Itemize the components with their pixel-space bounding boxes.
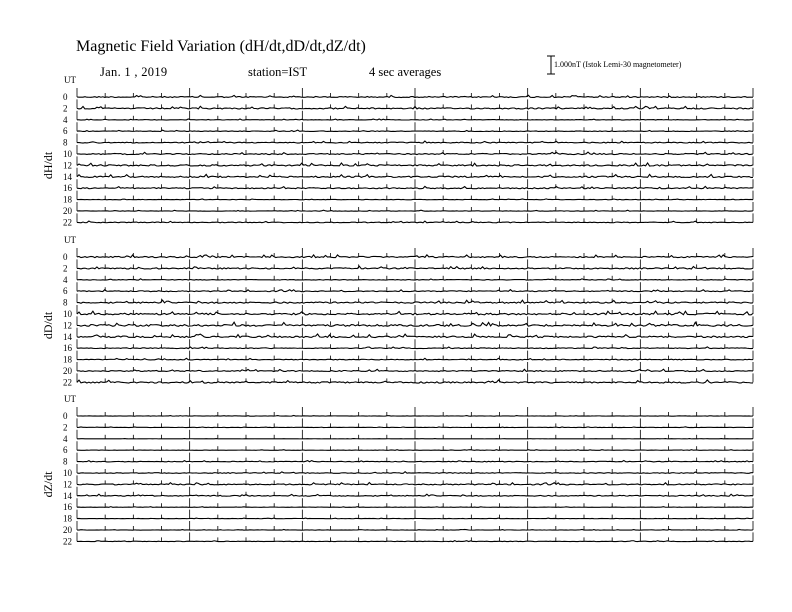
row-label: 4 bbox=[63, 274, 68, 285]
row-label: 16 bbox=[63, 183, 72, 194]
data-trace bbox=[77, 415, 753, 416]
data-trace bbox=[77, 427, 753, 428]
row-label: 20 bbox=[63, 206, 72, 216]
row-label: 20 bbox=[63, 525, 72, 535]
panel-ylabel: dZ/dt bbox=[41, 471, 55, 498]
panel-ylabel: dD/dt bbox=[41, 311, 55, 340]
row-label: 10 bbox=[63, 149, 72, 159]
data-trace bbox=[77, 541, 753, 542]
row-label: 0 bbox=[63, 252, 68, 262]
row-label: 2 bbox=[63, 263, 68, 274]
row-label: 14 bbox=[63, 331, 72, 342]
data-trace bbox=[77, 507, 753, 508]
data-trace bbox=[77, 450, 753, 451]
row-label: 22 bbox=[63, 536, 72, 547]
panel-ylabel: dH/dt bbox=[41, 151, 55, 180]
row-label: 6 bbox=[63, 445, 68, 456]
row-label: 16 bbox=[63, 343, 72, 354]
row-label: 0 bbox=[63, 92, 68, 102]
ut-label: UT bbox=[64, 75, 76, 85]
station-label: station=IST bbox=[248, 65, 308, 79]
row-label: 14 bbox=[63, 490, 72, 501]
data-trace bbox=[77, 199, 753, 200]
row-label: 6 bbox=[63, 126, 68, 137]
row-label: 4 bbox=[63, 114, 68, 125]
averaging-label: 4 sec averages bbox=[369, 65, 442, 79]
row-label: 14 bbox=[63, 171, 72, 182]
row-label: 10 bbox=[63, 309, 72, 319]
date-label: Jan. 1 , 2019 bbox=[100, 65, 168, 79]
row-label: 16 bbox=[63, 502, 72, 513]
row-label: 12 bbox=[63, 479, 72, 490]
row-label: 0 bbox=[63, 411, 68, 421]
row-label: 8 bbox=[63, 456, 68, 467]
row-label: 12 bbox=[63, 160, 72, 171]
row-label: 22 bbox=[63, 217, 72, 228]
row-label: 6 bbox=[63, 286, 68, 297]
row-label: 12 bbox=[63, 320, 72, 331]
row-label: 18 bbox=[63, 194, 72, 205]
chart-title: Magnetic Field Variation (dH/dt,dD/dt,dZ/dt) bbox=[76, 38, 366, 55]
row-label: 18 bbox=[63, 513, 72, 524]
row-label: 4 bbox=[63, 433, 68, 444]
data-trace bbox=[77, 518, 753, 519]
row-label: 18 bbox=[63, 354, 72, 365]
row-label: 10 bbox=[63, 468, 72, 478]
row-label: 20 bbox=[63, 366, 72, 376]
ut-label: UT bbox=[64, 394, 76, 404]
row-label: 22 bbox=[63, 377, 72, 388]
row-label: 2 bbox=[63, 422, 68, 433]
ut-label: UT bbox=[64, 235, 76, 245]
row-label: 8 bbox=[63, 137, 68, 148]
row-label: 8 bbox=[63, 297, 68, 308]
scale-bar-label: 1.000nT (Istok Lemi-30 magnetometer) bbox=[554, 60, 682, 69]
row-label: 2 bbox=[63, 103, 68, 114]
